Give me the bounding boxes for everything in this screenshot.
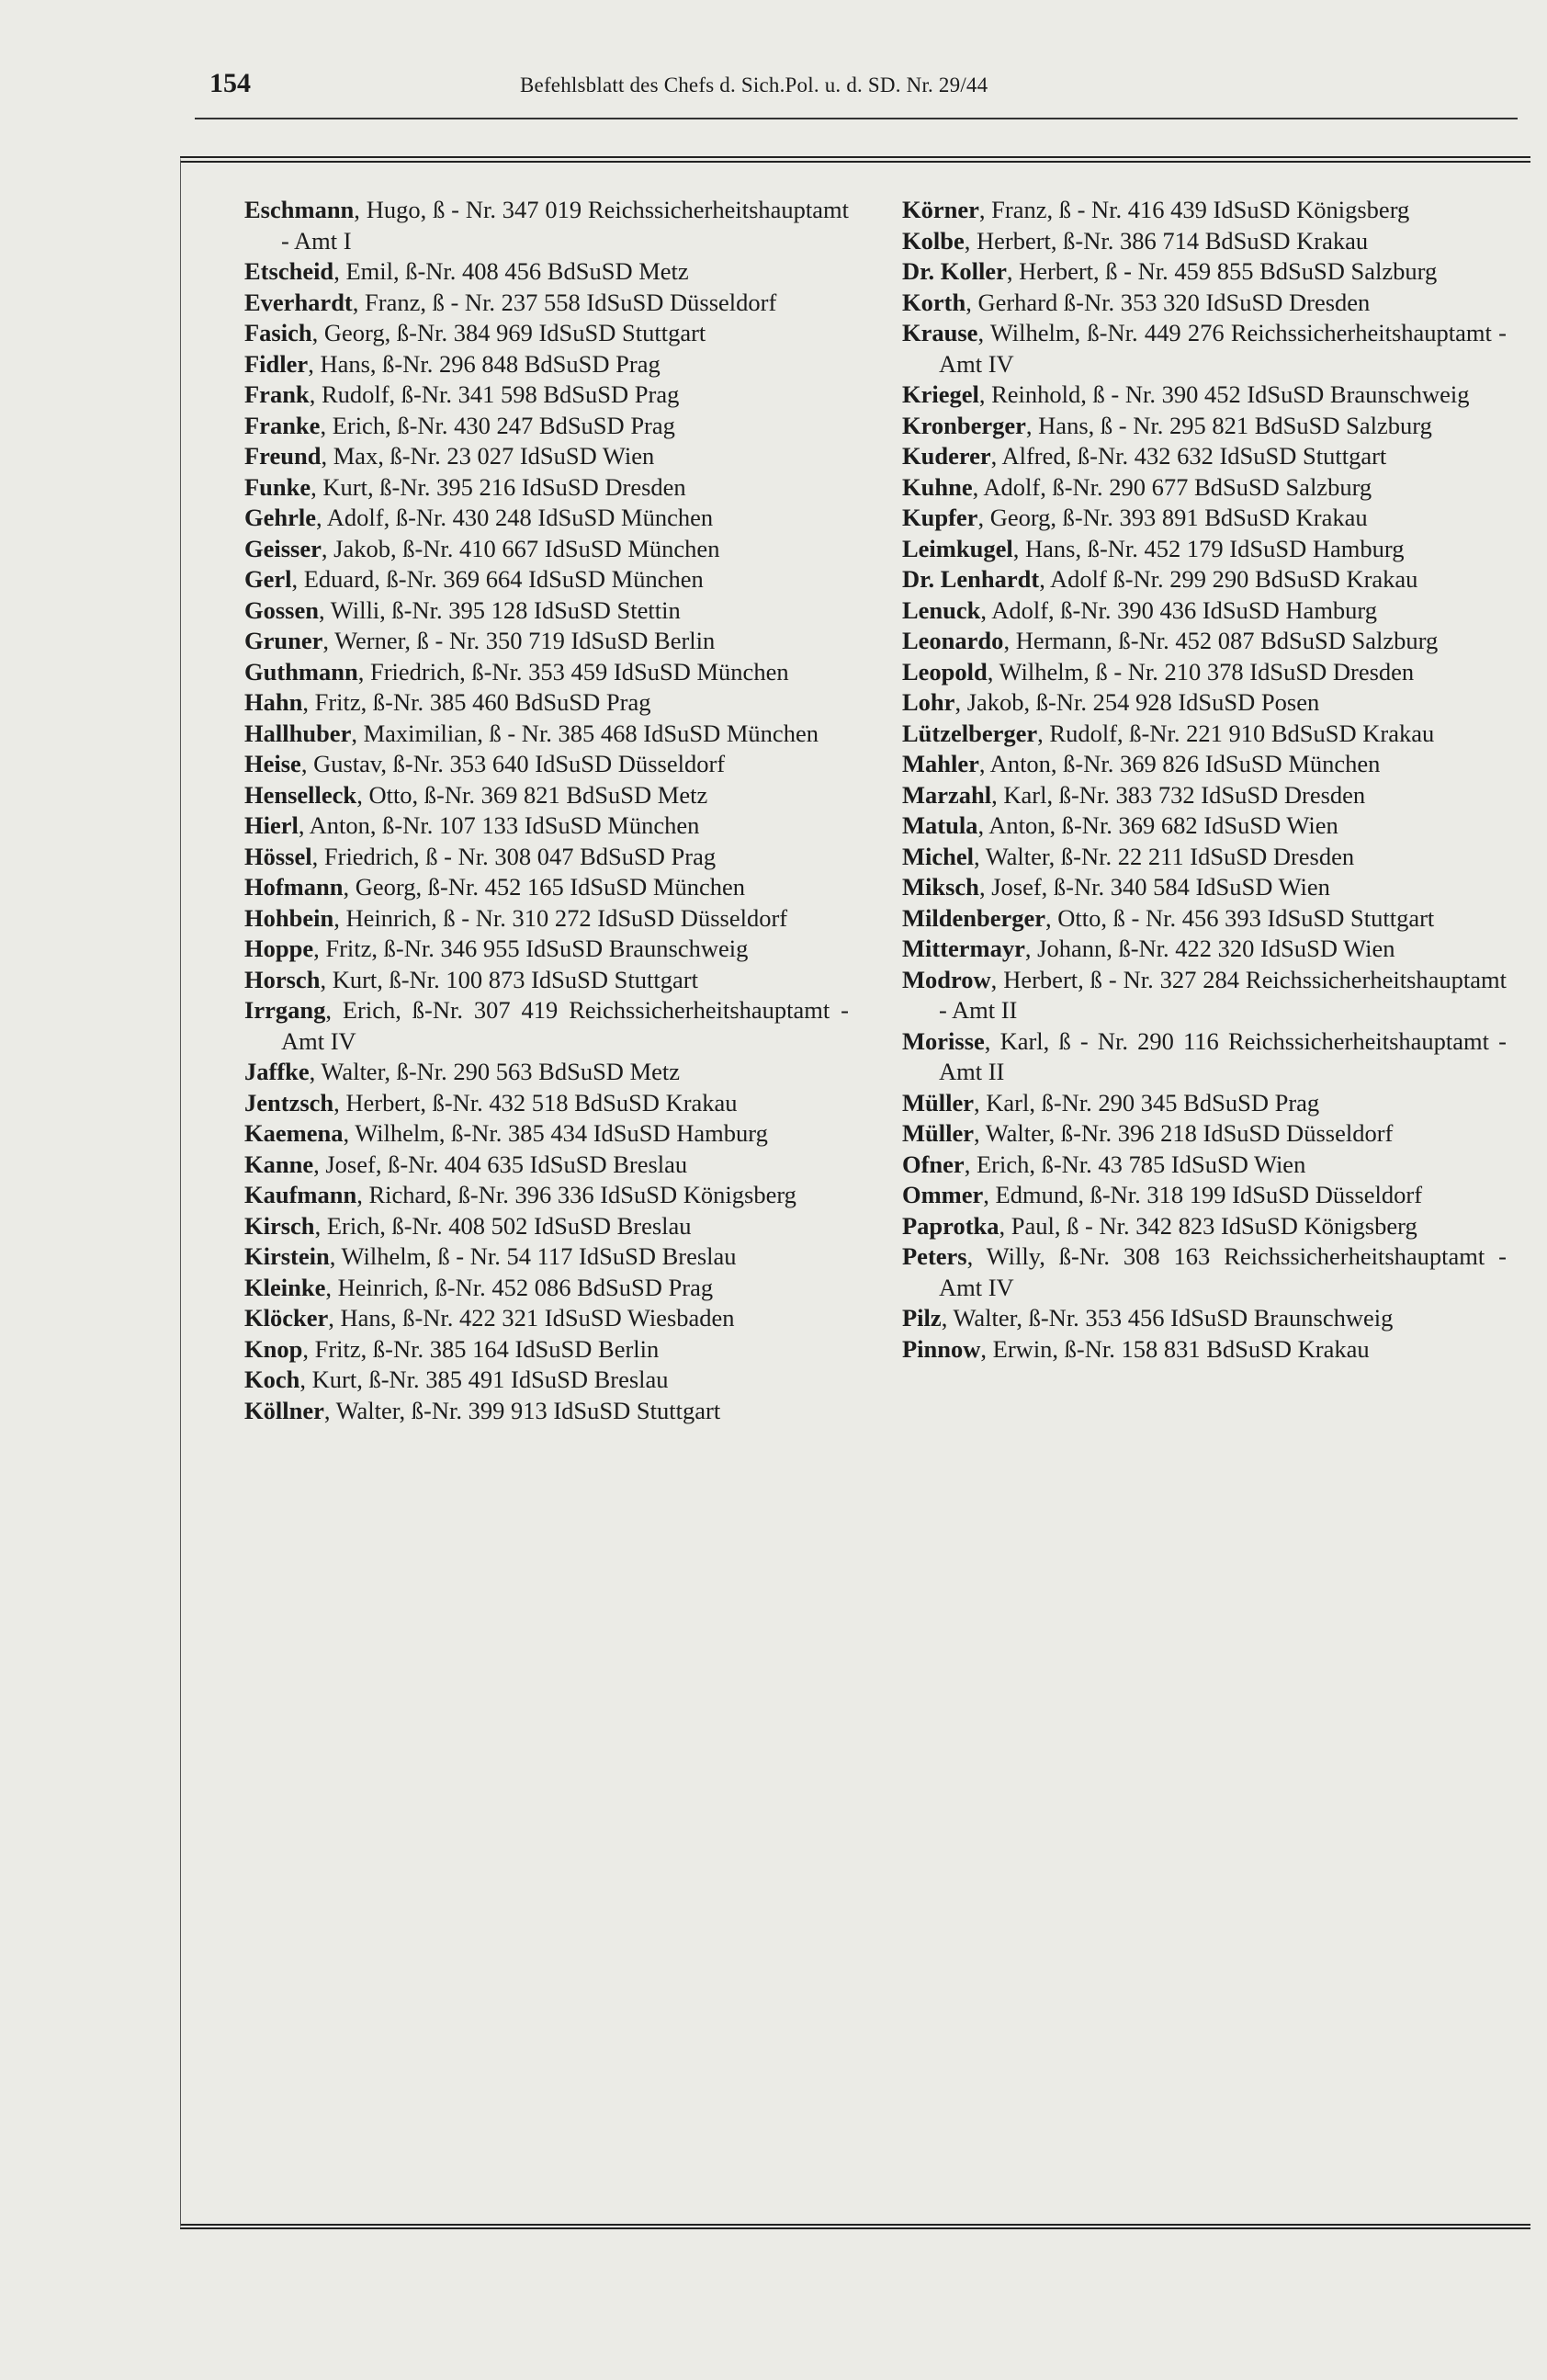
entry-details: , Anton, ß-Nr. 369 682 IdSuSD Wien: [977, 811, 1338, 839]
entry-name: Leonardo: [902, 627, 1004, 654]
entry-details: , Walter, ß-Nr. 22 211 IdSuSD Dresden: [974, 842, 1355, 870]
entry-name: Peters: [902, 1242, 967, 1270]
right-column: [902, 195, 1507, 1365]
list-item: [902, 687, 1507, 719]
entry-details: , Adolf, ß-Nr. 290 677 BdSuSD Salzburg: [972, 472, 1372, 501]
list-item: [244, 1211, 849, 1242]
list-item: [244, 349, 849, 380]
entry-name: Everhardt: [244, 288, 353, 316]
page-title: Befehlsblatt des Chefs d. Sich.Pol. u. d. SD. Nr. 29/44: [520, 74, 988, 96]
entry-details: , Hans, ß-Nr. 422 321 IdSuSD Wiesbaden: [328, 1304, 735, 1332]
entry-name: Kleinke: [244, 1273, 326, 1301]
entry-name: Kriegel: [902, 380, 979, 408]
entry-name: Pilz: [902, 1304, 942, 1332]
list-item: [244, 965, 849, 996]
entry-details: , Franz, ß - Nr. 416 439 IdSuSD Königsberg: [978, 196, 1410, 223]
entry-details: , Max, ß-Nr. 23 027 IdSuSD Wien: [321, 442, 655, 470]
entry-details: , Herbert, ß-Nr. 386 714 BdSuSD Krakau: [964, 226, 1369, 255]
entry-name: Irrgang: [244, 996, 326, 1024]
entry-details: , Jakob, ß-Nr. 410 667 IdSuSD München: [321, 534, 720, 562]
entry-details: , Erich, ß-Nr. 43 785 IdSuSD Wien: [964, 1150, 1306, 1178]
entry-name: Koch: [244, 1366, 300, 1393]
entry-name: Gerl: [244, 565, 292, 593]
list-item: [902, 1211, 1507, 1242]
entry-name: Hallhuber: [244, 719, 352, 747]
entry-name: Hohbein: [244, 903, 334, 932]
entry-details: , Richard, ß-Nr. 396 336 IdSuSD Königsberg: [356, 1181, 796, 1208]
entry-name: Kuhne: [902, 472, 973, 501]
list-item: [244, 1088, 849, 1119]
entry-details: , Paul, ß - Nr. 342 823 IdSuSD Königsberg: [999, 1211, 1417, 1240]
list-item: [902, 380, 1507, 411]
entry-details: , Josef, ß-Nr. 340 584 IdSuSD Wien: [978, 873, 1330, 901]
entry-details: , Wilhelm, ß - Nr. 210 378 IdSuSD Dresden: [987, 657, 1415, 686]
entry-details: , Herbert, ß - Nr. 459 855 BdSuSD Salzburg: [1006, 257, 1438, 285]
entry-name: Eschmann: [244, 196, 355, 223]
entry-details: , Wilhelm, ß - Nr. 54 117 IdSuSD Breslau: [329, 1242, 737, 1270]
entry-name: Morisse: [902, 1026, 985, 1055]
entry-details: , Walter, ß-Nr. 399 913 IdSuSD Stuttgart: [323, 1396, 721, 1424]
list-item: [244, 256, 849, 288]
entry-details: , Anton, ß-Nr. 107 133 IdSuSD München: [298, 811, 700, 839]
entry-name: Modrow: [902, 965, 991, 993]
entry-details: , Erich, ß-Nr. 430 247 BdSuSD Prag: [320, 411, 675, 439]
entry-name: Kaufmann: [244, 1181, 357, 1208]
entry-details: , Erwin, ß-Nr. 158 831 BdSuSD Krakau: [980, 1334, 1370, 1363]
entry-details: , Karl, ß-Nr. 383 732 IdSuSD Dresden: [991, 780, 1366, 809]
entry-details: , Josef, ß-Nr. 404 635 IdSuSD Breslau: [313, 1150, 688, 1178]
page-number: 154: [209, 68, 251, 98]
entry-name: Mittermayr: [902, 935, 1025, 962]
entry-details: , Otto, ß - Nr. 456 393 IdSuSD Stuttgart: [1045, 903, 1435, 932]
list-item: [244, 1241, 849, 1273]
entry-details: , Maximilian, ß - Nr. 385 468 IdSuSD München: [351, 719, 819, 747]
entry-details: , Herbert, ß - Nr. 327 284 Reichssicherheitshauptamt - Amt II: [939, 965, 1507, 1024]
entry-name: Müller: [902, 1119, 974, 1147]
entry-name: Hahn: [244, 688, 303, 716]
entry-details: , Georg, ß-Nr. 452 165 IdSuSD München: [343, 873, 745, 901]
entry-name: Hofmann: [244, 873, 344, 901]
entry-name: Jaffke: [244, 1058, 310, 1085]
entry-name: Kanne: [244, 1150, 314, 1178]
entry-name: Körner: [902, 196, 979, 223]
list-item: [902, 1150, 1507, 1181]
entry-details: , Gerhard ß-Nr. 353 320 IdSuSD Dresden: [965, 288, 1371, 316]
list-item: [902, 934, 1507, 965]
entry-details: , Erich, ß-Nr. 307 419 Reichssicherheitshauptamt - Amt IV: [281, 996, 849, 1055]
entry-details: , Walter, ß-Nr. 290 563 BdSuSD Metz: [309, 1058, 681, 1085]
entry-name: Hierl: [244, 811, 299, 839]
entry-details: , Willi, ß-Nr. 395 128 IdSuSD Stettin: [319, 595, 681, 624]
list-item: [902, 441, 1507, 472]
list-item: [244, 1396, 849, 1427]
list-item: [244, 749, 849, 780]
list-item: [244, 595, 849, 627]
list-item: [902, 1118, 1507, 1150]
list-item: [244, 288, 849, 319]
list-item: [902, 657, 1507, 688]
entry-name: Hössel: [244, 842, 312, 870]
entry-details: , Karl, ß - Nr. 290 116 Reichssicherheitshauptamt - Amt II: [939, 1026, 1507, 1085]
list-item: [244, 503, 849, 534]
entry-details: , Wilhelm, ß-Nr. 449 276 Reichssicherheitshauptamt - Amt IV: [939, 319, 1507, 378]
list-item: [902, 1088, 1507, 1119]
entry-details: , Emil, ß-Nr. 408 456 BdSuSD Metz: [333, 257, 689, 285]
list-item: [244, 657, 849, 688]
entry-details: , Wilhelm, ß-Nr. 385 434 IdSuSD Hamburg: [343, 1119, 768, 1147]
entry-name: Henselleck: [244, 780, 357, 809]
entry-name: Dr. Lenhardt: [902, 565, 1040, 593]
list-item: [244, 411, 849, 442]
list-item: [902, 780, 1507, 811]
list-item: [902, 318, 1507, 380]
entry-details: , Karl, ß-Nr. 290 345 BdSuSD Prag: [974, 1088, 1320, 1116]
entry-details: , Adolf ß-Nr. 299 290 BdSuSD Krakau: [1039, 565, 1418, 593]
entry-name: Krause: [902, 319, 978, 346]
entry-details: , Hans, ß - Nr. 295 821 BdSuSD Salzburg: [1025, 411, 1432, 439]
entry-name: Mahler: [902, 750, 979, 777]
entry-name: Lützelberger: [902, 719, 1038, 747]
list-item: [244, 1057, 849, 1088]
list-item: [902, 810, 1507, 842]
entry-name: Kronberger: [902, 411, 1026, 439]
entry-name: Kaemena: [244, 1119, 344, 1147]
list-item: [244, 1150, 849, 1181]
list-item: [902, 1334, 1507, 1366]
entry-name: Funke: [244, 472, 311, 501]
entry-name: Freund: [244, 442, 322, 470]
left-column: [244, 195, 849, 1426]
entry-name: Kirsch: [244, 1211, 315, 1240]
list-item: [244, 842, 849, 873]
entry-details: , Werner, ß - Nr. 350 719 IdSuSD Berlin: [322, 627, 716, 654]
header-rule: [195, 118, 1518, 119]
entry-details: , Friedrich, ß-Nr. 353 459 IdSuSD München: [357, 657, 789, 686]
entry-name: Pinnow: [902, 1334, 981, 1363]
entry-details: , Herbert, ß-Nr. 432 518 BdSuSD Krakau: [333, 1088, 738, 1116]
list-item: [244, 780, 849, 811]
list-item: [902, 749, 1507, 780]
entry-details: , Georg, ß-Nr. 384 969 IdSuSD Stuttgart: [311, 319, 706, 346]
entry-name: Gehrle: [244, 504, 316, 531]
list-item: [902, 472, 1507, 504]
entry-details: , Anton, ß-Nr. 369 826 IdSuSD München: [978, 750, 1381, 777]
entry-details: , Johann, ß-Nr. 422 320 IdSuSD Wien: [1024, 935, 1395, 962]
list-item: [244, 195, 849, 256]
entry-name: Lenuck: [902, 595, 981, 624]
entry-name: Gruner: [244, 627, 323, 654]
page-header: [209, 64, 1477, 110]
list-item: [244, 472, 849, 504]
list-item: [902, 256, 1507, 288]
list-item: [902, 411, 1507, 442]
entry-details: , Adolf, ß-Nr. 430 248 IdSuSD München: [316, 504, 714, 531]
list-item: [244, 1334, 849, 1366]
entry-name: Franke: [244, 411, 321, 439]
list-item: [244, 903, 849, 935]
list-item: [902, 595, 1507, 627]
list-item: [902, 903, 1507, 935]
entry-name: Michel: [902, 842, 974, 870]
entry-details: , Edmund, ß-Nr. 318 199 IdSuSD Düsseldorf: [983, 1181, 1423, 1208]
entry-name: Miksch: [902, 873, 979, 901]
list-item: [244, 380, 849, 411]
entry-name: Korth: [902, 288, 966, 316]
entry-name: Lohr: [902, 688, 955, 716]
entry-details: , Willy, ß-Nr. 308 163 Reichssicherheitshauptamt - Amt IV: [939, 1242, 1507, 1301]
list-item: [902, 626, 1507, 657]
entry-details: , Kurt, ß-Nr. 385 491 IdSuSD Breslau: [299, 1366, 669, 1393]
list-item: [244, 1365, 849, 1396]
entry-name: Dr. Koller: [902, 257, 1007, 285]
entry-details: , Friedrich, ß - Nr. 308 047 BdSuSD Prag: [311, 842, 717, 870]
list-item: [244, 995, 849, 1057]
entry-name: Müller: [902, 1088, 974, 1116]
entry-name: Horsch: [244, 965, 321, 993]
entry-details: , Alfred, ß-Nr. 432 632 IdSuSD Stuttgart: [990, 442, 1387, 470]
list-item: [244, 810, 849, 842]
entry-name: Guthmann: [244, 657, 358, 686]
entry-details: , Erich, ß-Nr. 408 502 IdSuSD Breslau: [314, 1211, 692, 1240]
entry-name: Frank: [244, 380, 310, 408]
entry-details: , Heinrich, ß-Nr. 452 086 BdSuSD Prag: [325, 1273, 714, 1301]
entry-name: Paprotka: [902, 1211, 999, 1240]
list-item: [244, 872, 849, 903]
list-item: [244, 719, 849, 750]
list-item: [902, 1241, 1507, 1303]
entry-name: Knop: [244, 1334, 303, 1363]
entry-name: Kupfer: [902, 504, 978, 531]
entry-name: Kuderer: [902, 442, 991, 470]
entry-name: Kolbe: [902, 226, 965, 255]
entry-details: , Hermann, ß-Nr. 452 087 BdSuSD Salzburg: [1003, 627, 1439, 654]
list-item: [902, 719, 1507, 750]
entry-details: , Kurt, ß-Nr. 395 216 IdSuSD Dresden: [311, 472, 686, 501]
entry-details: , Georg, ß-Nr. 393 891 BdSuSD Krakau: [977, 504, 1368, 531]
entry-details: , Heinrich, ß - Nr. 310 272 IdSuSD Düsseldorf: [333, 903, 788, 932]
list-item: [902, 1180, 1507, 1211]
list-item: [244, 1303, 849, 1334]
entry-name: Leimkugel: [902, 534, 1013, 562]
entry-name: Etscheid: [244, 257, 334, 285]
entry-details: , Fritz, ß-Nr. 385 460 BdSuSD Prag: [302, 688, 651, 716]
entry-details: , Hans, ß-Nr. 296 848 BdSuSD Prag: [308, 349, 661, 378]
list-item: [244, 564, 849, 595]
entry-details: , Adolf, ß-Nr. 390 436 IdSuSD Hamburg: [980, 595, 1378, 624]
entry-details: , Eduard, ß-Nr. 369 664 IdSuSD München: [291, 565, 704, 593]
list-item: [902, 288, 1507, 319]
list-item: [902, 564, 1507, 595]
entry-details: , Otto, ß-Nr. 369 821 BdSuSD Metz: [356, 780, 708, 809]
entry-details: , Rudolf, ß-Nr. 221 910 BdSuSD Krakau: [1037, 719, 1435, 747]
entry-details: , Gustav, ß-Nr. 353 640 IdSuSD Düsseldorf: [300, 750, 726, 777]
list-item: [244, 1118, 849, 1150]
entry-name: Fasich: [244, 319, 312, 346]
entry-name: Marzahl: [902, 780, 992, 809]
entry-details: , Reinhold, ß - Nr. 390 452 IdSuSD Braunschweig: [978, 380, 1470, 408]
list-item: [902, 872, 1507, 903]
list-item: [244, 1273, 849, 1304]
list-item: [902, 534, 1507, 565]
entry-details: , Fritz, ß-Nr. 385 164 IdSuSD Berlin: [302, 1334, 660, 1363]
entry-name: Fidler: [244, 349, 309, 378]
list-item: [902, 1026, 1507, 1088]
entry-name: Heise: [244, 750, 301, 777]
list-item: [902, 503, 1507, 534]
list-item: [244, 1180, 849, 1211]
entry-name: Jentzsch: [244, 1088, 334, 1116]
list-item: [244, 441, 849, 472]
entry-name: Mildenberger: [902, 903, 1046, 932]
entry-name: Hoppe: [244, 935, 314, 962]
entry-details: , Fritz, ß-Nr. 346 955 IdSuSD Braunschweig: [313, 935, 749, 962]
list-item: [244, 687, 849, 719]
entry-details: , Jakob, ß-Nr. 254 928 IdSuSD Posen: [954, 688, 1320, 716]
entry-name: Kirstein: [244, 1242, 330, 1270]
entry-name: Matula: [902, 811, 978, 839]
entry-details: , Hans, ß-Nr. 452 179 IdSuSD Hamburg: [1012, 534, 1405, 562]
entry-details: , Walter, ß-Nr. 396 218 IdSuSD Düsseldorf: [974, 1119, 1394, 1147]
entry-name: Leopold: [902, 657, 988, 686]
list-item: [244, 626, 849, 657]
entry-name: Ommer: [902, 1181, 984, 1208]
list-item: [902, 226, 1507, 257]
entry-name: Gossen: [244, 595, 319, 624]
entry-details: , Walter, ß-Nr. 353 456 IdSuSD Braunschweig: [941, 1304, 1394, 1332]
list-item: [902, 965, 1507, 1026]
entry-name: Klöcker: [244, 1304, 329, 1332]
entry-details: , Rudolf, ß-Nr. 341 598 BdSuSD Prag: [309, 380, 680, 408]
entry-details: , Franz, ß - Nr. 237 558 IdSuSD Düsseldorf: [352, 288, 777, 316]
entry-details: , Hugo, ß - Nr. 347 019 Reichssicherheitshauptamt - Amt I: [281, 196, 849, 255]
list-item: [244, 934, 849, 965]
list-item: [902, 195, 1507, 226]
list-item: [902, 842, 1507, 873]
list-item: [244, 318, 849, 349]
list-item: [244, 534, 849, 565]
entry-details: , Kurt, ß-Nr. 100 873 IdSuSD Stuttgart: [320, 965, 698, 993]
entry-name: Ofner: [902, 1150, 965, 1178]
entry-name: Köllner: [244, 1396, 324, 1424]
entry-name: Geisser: [244, 534, 322, 562]
list-item: [902, 1303, 1507, 1334]
